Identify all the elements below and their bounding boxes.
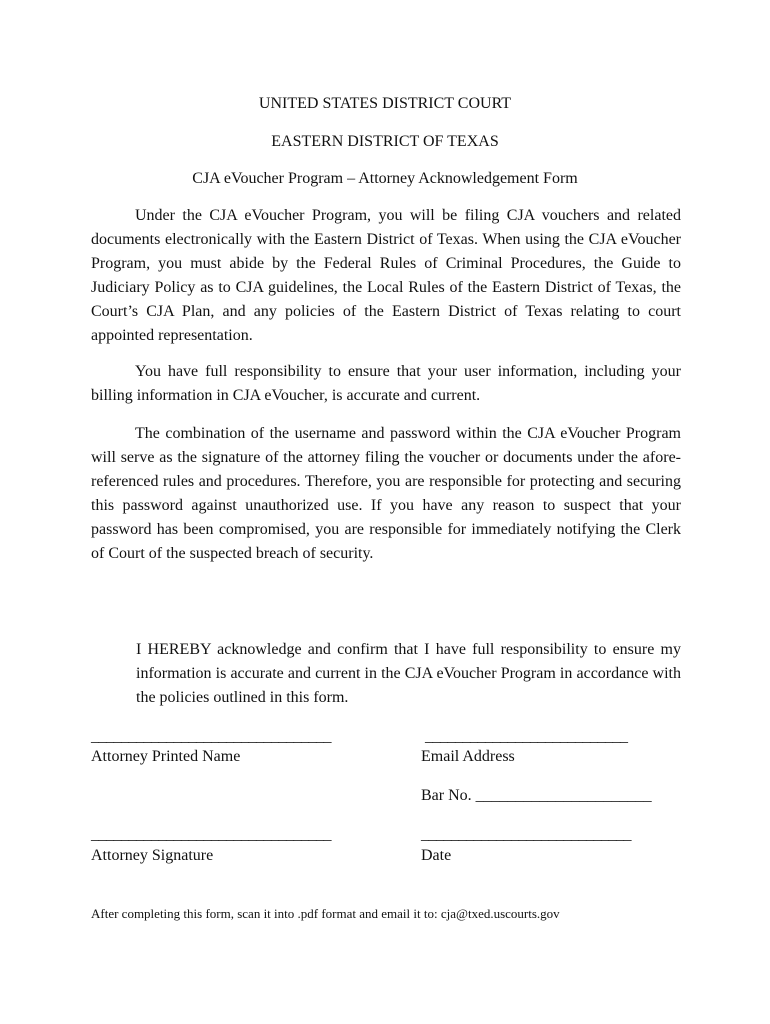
signature-line: ________________________________ (91, 826, 331, 843)
paragraph-password-signature: The combination of the username and password within the CJA eVoucher Program will serve as the signature of the attorney filing the voucher or documents under the afore-referenced rules and procedures. Therefore, you are responsible for protecting and securing this password against unauthorized use. If you have any reason to suspect that your password has been compromised, you are responsible for immediately notifying the Clerk of Court of the suspected breach of security. (91, 425, 681, 562)
district-heading: EASTERN DISTRICT OF TEXAS (271, 133, 499, 150)
printed-name-line: ________________________________ (91, 728, 331, 745)
date-line: ____________________________ (421, 826, 631, 843)
acknowledgement-statement: I HEREBY acknowledge and confirm that I have full responsibility to ensure my information is accurate and current in the CJA eVoucher Program in accordance with the policies outlined in this form. (136, 641, 681, 706)
paragraph-filing-rules: Under the CJA eVoucher Program, you will be filing CJA vouchers and related documents electronically with the Eastern District of Texas. When using the CJA eVoucher Program, you must abide by the Federal Rules of Criminal Procedures, the Guide to Judiciary Policy as to CJA guidelines, the Local Rules of the Eastern District of Texas, the Court’s CJA Plan, and any policies of the Eastern District of Texas relating to court appointed representation. (91, 207, 681, 344)
bar-number-field: Bar No. ______________________ (421, 787, 652, 804)
email-line: ___________________________ (425, 728, 628, 745)
submission-instructions: After completing this form, scan it into .pdf format and email it to: cja@txed.uscourts.gov (91, 906, 560, 921)
email-label: Email Address (421, 748, 515, 765)
court-heading: UNITED STATES DISTRICT COURT (258, 95, 512, 112)
paragraph-user-information: You have full responsibility to ensure that your user information, including your billing information in CJA eVoucher, is accurate and current. (91, 363, 681, 404)
printed-name-label: Attorney Printed Name (91, 748, 241, 765)
form-title: CJA eVoucher Program – Attorney Acknowledgement Form (192, 170, 578, 187)
date-label: Date (421, 847, 452, 864)
signature-label: Attorney Signature (91, 847, 214, 864)
